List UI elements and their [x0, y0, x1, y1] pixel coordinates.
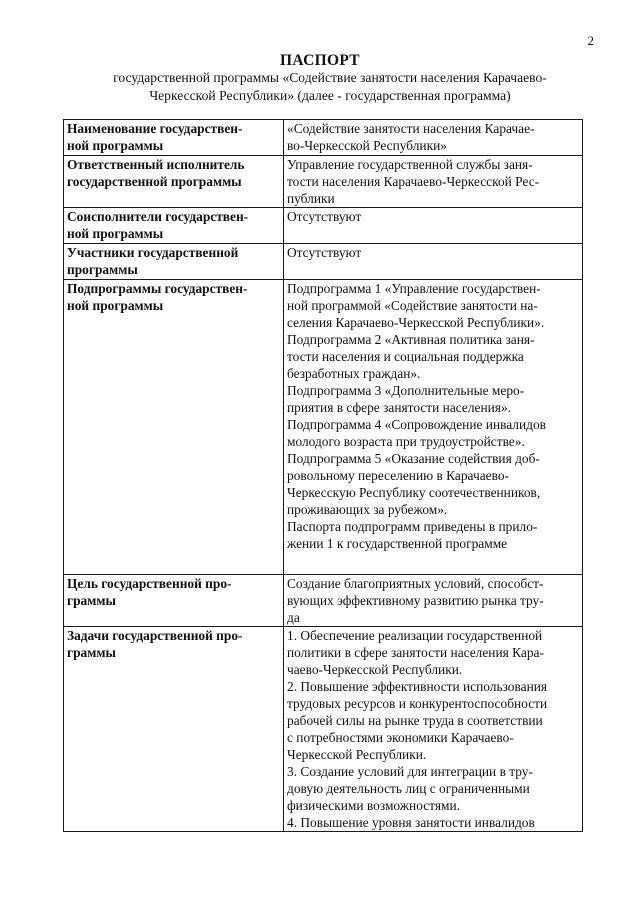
table-row-subprograms — [64, 280, 583, 575]
row-label: Цель государственной про- граммы — [64, 575, 284, 627]
document-subtitle: государственной программы «Содействие занятости населения Карачаево- Черкесской Республики» (далее - государственная программа) — [113, 70, 547, 103]
row-value: «Содействие занятости населения Карачае- во-Черкесской Республики» — [284, 120, 583, 156]
row-value: Создание благоприятных условий, способст- вующих эффективному развитию рынка тру- да — [284, 575, 583, 627]
row-value: Подпрограмма 1 «Управление государствен- ной программой «Содействие занятости на- селения Карачаево-Черкесской Республики». Подпрограмма 2 «Активная политика заня- тости населения и социальная поддержка безработных граждан». Подпрограмма 3 «Дополнительные меро- приятия в сфере занятости населения». Подпрограмма 4 «Сопровождение инвалидов молодого возраста при трудоустройстве». Подпрограмма 5 «Оказание содействия доб- ровольному переселению в Карачаево- Черкесскую Республику соотечественников, проживающих за рубежом». Паспорта подпрограмм приведены в прило- жении 1 к государственной программе — [284, 280, 583, 575]
row-label: Участники государственной программы — [64, 244, 284, 280]
row-value: Отсутствуют — [284, 244, 583, 280]
table-row-co-executors — [64, 208, 583, 244]
document-title: ПАСПОРТ — [280, 52, 360, 69]
page-number: 2 — [587, 33, 594, 48]
row-value: Управление государственной службы заня- тости населения Карачаево-Черкесской Рес- публики — [284, 156, 583, 208]
row-label: Задачи государственной про- граммы — [64, 627, 284, 832]
row-label: Подпрограммы государствен- ной программы — [64, 280, 284, 575]
row-value: Отсутствуют — [284, 208, 583, 244]
passport-table — [63, 119, 583, 832]
row-value: 1. Обеспечение реализации государственной политики в сфере занятости населения Кара- чаево-Черкесской Республики. 2. Повышение эффективности использования трудовых ресурсов и конкурентоспособности рабочей силы на рынке труда в соответствии с потребностями экономики Карачаево- Черкесской Республики. 3. Создание условий для интеграции в тру- довую деятельность лиц с ограниченными физическими возможностями. 4. Повышение уровня занятости инвалидов — [284, 627, 583, 832]
table-row-tasks — [64, 627, 583, 832]
row-label: Соисполнители государствен- ной программы — [64, 208, 284, 244]
table-row-participants — [64, 244, 583, 280]
row-label: Ответственный исполнитель государственной программы — [64, 156, 284, 208]
row-label: Наименование государствен- ной программы — [64, 120, 284, 156]
table-row-responsible-executor — [64, 156, 583, 208]
table-row-goal — [64, 575, 583, 627]
table-row-program-name — [64, 120, 583, 156]
